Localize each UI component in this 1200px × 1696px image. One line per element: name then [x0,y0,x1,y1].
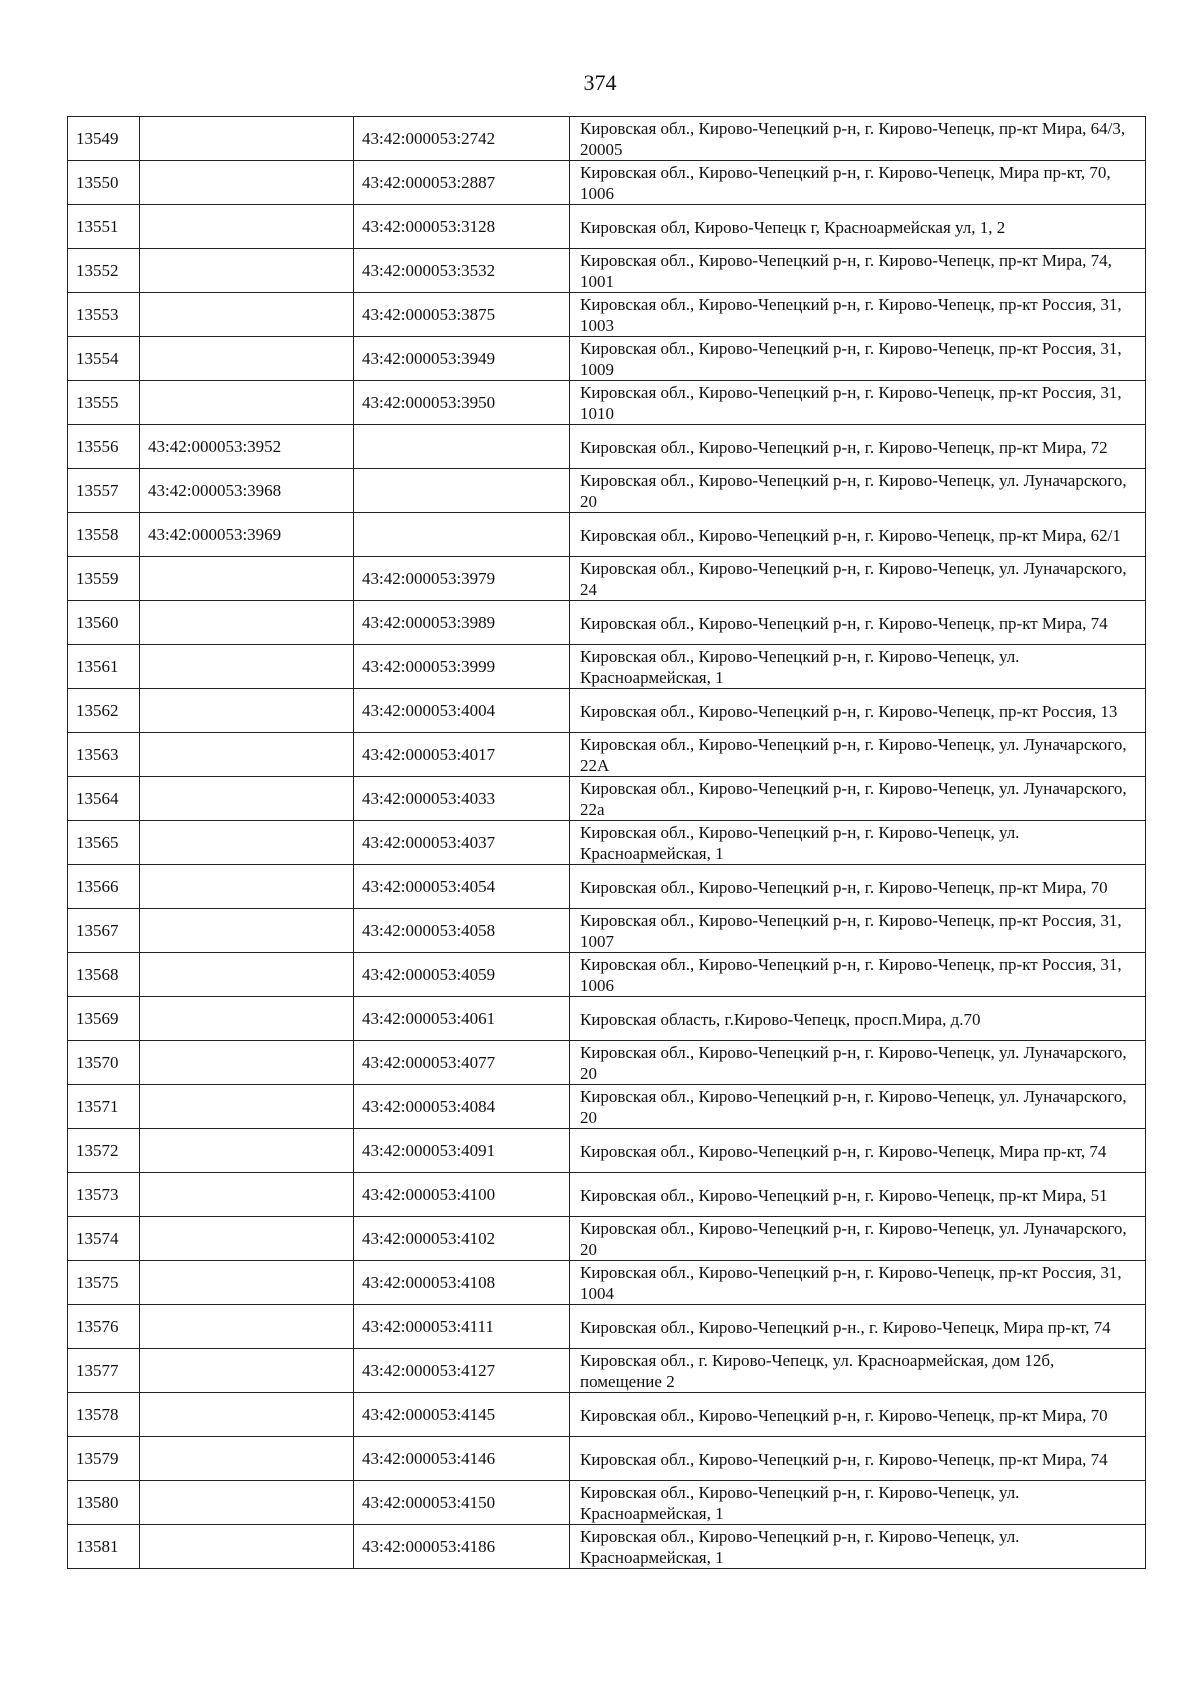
address-cell: Кировская обл., Кирово-Чепецкий р-н, г. Кирово-Чепецк, пр-кт Россия, 31, 1007 [570,909,1146,953]
row-number-cell: 13554 [68,337,140,381]
table-row [68,909,1146,953]
table-row [68,337,1146,381]
cadastral-number-cell [140,1481,354,1525]
cadastral-number-cell [140,337,354,381]
table-row [68,1173,1146,1217]
table-row [68,1041,1146,1085]
address-cell: Кировская обл., Кирово-Чепецкий р-н, г. Кирово-Чепецк, ул. Луначарского, 20 [570,469,1146,513]
cadastral-number-cell: 43:42:000053:3968 [140,469,354,513]
table-row [68,645,1146,689]
row-number-cell: 13577 [68,1349,140,1393]
cadastral-number-cell [140,205,354,249]
row-number-cell: 13574 [68,1217,140,1261]
address-cell: Кировская обл., Кирово-Чепецкий р-н, г. Кирово-Чепецк, пр-кт Мира, 51 [570,1173,1146,1217]
cadastral-number-cell: 43:42:000053:4091 [354,1129,570,1173]
address-cell: Кировская обл., Кирово-Чепецкий р-н, г. Кирово-Чепецк, пр-кт Россия, 31, 1009 [570,337,1146,381]
row-number-cell: 13550 [68,161,140,205]
cadastral-number-cell: 43:42:000053:3128 [354,205,570,249]
address-cell: Кировская обл., Кирово-Чепецкий р-н, г. Кирово-Чепецк, пр-кт Россия, 31, 1010 [570,381,1146,425]
address-cell: Кировская обл, Кирово-Чепецк г, Красноармейская ул, 1, 2 [570,205,1146,249]
table-row [68,469,1146,513]
cadastral-number-cell: 43:42:000053:4054 [354,865,570,909]
table-row [68,733,1146,777]
cadastral-number-cell: 43:42:000053:3875 [354,293,570,337]
cadastral-number-cell: 43:42:000053:4033 [354,777,570,821]
cadastral-number-cell: 43:42:000053:4111 [354,1305,570,1349]
cadastral-number-cell: 43:42:000053:3949 [354,337,570,381]
table-row [68,1305,1146,1349]
table-row [68,1437,1146,1481]
address-cell: Кировская обл., Кирово-Чепецкий р-н, г. Кирово-Чепецк, пр-кт Мира, 70 [570,865,1146,909]
registry-table-body [68,117,1146,1569]
table-row [68,601,1146,645]
table-row [68,689,1146,733]
cadastral-number-cell [140,293,354,337]
cadastral-number-cell: 43:42:000053:4004 [354,689,570,733]
row-number-cell: 13570 [68,1041,140,1085]
table-row [68,381,1146,425]
table-row [68,161,1146,205]
cadastral-number-cell [140,161,354,205]
cadastral-number-cell: 43:42:000053:4077 [354,1041,570,1085]
row-number-cell: 13560 [68,601,140,645]
table-row [68,997,1146,1041]
address-cell: Кировская обл., Кирово-Чепецкий р-н, г. Кирово-Чепецк, ул. Луначарского, 24 [570,557,1146,601]
address-cell: Кировская обл., Кирово-Чепецкий р-н, г. Кирово-Чепецк, пр-кт Мира, 70 [570,1393,1146,1437]
cadastral-number-cell: 43:42:000053:2742 [354,117,570,161]
cadastral-number-cell [354,469,570,513]
cadastral-number-cell: 43:42:000053:3952 [140,425,354,469]
address-cell: Кировская обл., Кирово-Чепецкий р-н, г. Кирово-Чепецк, пр-кт Россия, 31, 1004 [570,1261,1146,1305]
cadastral-number-cell: 43:42:000053:4059 [354,953,570,997]
address-cell: Кировская обл., Кирово-Чепецкий р-н, г. Кирово-Чепецк, ул. Луначарского, 20 [570,1041,1146,1085]
row-number-cell: 13580 [68,1481,140,1525]
address-cell: Кировская обл., Кирово-Чепецкий р-н, г. Кирово-Чепецк, ул. Луначарского, 20 [570,1217,1146,1261]
row-number-cell: 13569 [68,997,140,1041]
row-number-cell: 13566 [68,865,140,909]
table-row [68,425,1146,469]
cadastral-number-cell [140,117,354,161]
cadastral-number-cell: 43:42:000053:4017 [354,733,570,777]
table-row [68,293,1146,337]
row-number-cell: 13575 [68,1261,140,1305]
cadastral-number-cell [140,381,354,425]
row-number-cell: 13557 [68,469,140,513]
cadastral-number-cell [140,1437,354,1481]
row-number-cell: 13572 [68,1129,140,1173]
address-cell: Кировская область, г.Кирово-Чепецк, просп.Мира, д.70 [570,997,1146,1041]
cadastral-number-cell: 43:42:000053:3979 [354,557,570,601]
row-number-cell: 13571 [68,1085,140,1129]
cadastral-number-cell: 43:42:000053:4146 [354,1437,570,1481]
cadastral-number-cell [140,953,354,997]
row-number-cell: 13551 [68,205,140,249]
cadastral-number-cell: 43:42:000053:2887 [354,161,570,205]
table-row [68,513,1146,557]
cadastral-number-cell: 43:42:000053:4127 [354,1349,570,1393]
cadastral-number-cell [140,997,354,1041]
address-cell: Кировская обл., Кирово-Чепецкий р-н, г. Кирово-Чепецк, ул. Луначарского, 22А [570,733,1146,777]
address-cell: Кировская обл., Кирово-Чепецкий р-н, г. Кирово-Чепецк, пр-кт Мира, 62/1 [570,513,1146,557]
cadastral-number-cell: 43:42:000053:4102 [354,1217,570,1261]
cadastral-number-cell: 43:42:000053:4150 [354,1481,570,1525]
row-number-cell: 13549 [68,117,140,161]
row-number-cell: 13563 [68,733,140,777]
cadastral-number-cell [140,821,354,865]
table-row [68,953,1146,997]
cadastral-number-cell [140,249,354,293]
table-row [68,1525,1146,1569]
cadastral-number-cell: 43:42:000053:3532 [354,249,570,293]
row-number-cell: 13561 [68,645,140,689]
cadastral-number-cell [140,1525,354,1569]
cadastral-number-cell: 43:42:000053:3969 [140,513,354,557]
cadastral-number-cell: 43:42:000053:3950 [354,381,570,425]
row-number-cell: 13555 [68,381,140,425]
cadastral-number-cell [140,1129,354,1173]
table-row [68,865,1146,909]
cadastral-number-cell [140,1349,354,1393]
row-number-cell: 13558 [68,513,140,557]
table-row [68,1217,1146,1261]
cadastral-number-cell [140,689,354,733]
cadastral-number-cell [140,909,354,953]
address-cell: Кировская обл., Кирово-Чепецкий р-н, г. Кирово-Чепецк, ул. Луначарского, 22а [570,777,1146,821]
table-row [68,777,1146,821]
address-cell: Кировская обл., Кирово-Чепецкий р-н, г. Кирово-Чепецк, пр-кт Мира, 74 [570,601,1146,645]
table-row [68,117,1146,161]
cadastral-number-cell [140,645,354,689]
table-row [68,821,1146,865]
cadastral-number-cell [140,865,354,909]
cadastral-number-cell [140,1393,354,1437]
cadastral-number-cell: 43:42:000053:4186 [354,1525,570,1569]
row-number-cell: 13581 [68,1525,140,1569]
address-cell: Кировская обл., Кирово-Чепецкий р-н, г. Кирово-Чепецк, ул. Красноармейская, 1 [570,645,1146,689]
cadastral-number-cell [140,557,354,601]
cadastral-number-cell [140,777,354,821]
cadastral-number-cell: 43:42:000053:3989 [354,601,570,645]
row-number-cell: 13565 [68,821,140,865]
row-number-cell: 13553 [68,293,140,337]
address-cell: Кировская обл., Кирово-Чепецкий р-н, г. Кирово-Чепецк, пр-кт Россия, 31, 1003 [570,293,1146,337]
cadastral-number-cell [140,1305,354,1349]
cadastral-number-cell [354,513,570,557]
table-row [68,249,1146,293]
cadastral-number-cell [140,1217,354,1261]
cadastral-number-cell [354,425,570,469]
address-cell: Кировская обл., Кирово-Чепецкий р-н, г. Кирово-Чепецк, пр-кт Россия, 13 [570,689,1146,733]
address-cell: Кировская обл., Кирово-Чепецкий р-н, г. Кирово-Чепецк, пр-кт Мира, 64/3, 20005 [570,117,1146,161]
row-number-cell: 13564 [68,777,140,821]
address-cell: Кировская обл., Кирово-Чепецкий р-н., г. Кирово-Чепецк, Мира пр-кт, 74 [570,1305,1146,1349]
table-row [68,1393,1146,1437]
table-row [68,205,1146,249]
cadastral-number-cell: 43:42:000053:4084 [354,1085,570,1129]
cadastral-number-cell [140,1041,354,1085]
address-cell: Кировская обл., Кирово-Чепецкий р-н, г. Кирово-Чепецк, Мира пр-кт, 74 [570,1129,1146,1173]
cadastral-number-cell: 43:42:000053:4037 [354,821,570,865]
cadastral-number-cell [140,733,354,777]
cadastral-number-cell [140,1085,354,1129]
cadastral-number-cell: 43:42:000053:4058 [354,909,570,953]
cadastral-number-cell [140,1261,354,1305]
cadastral-number-cell: 43:42:000053:4061 [354,997,570,1041]
row-number-cell: 13573 [68,1173,140,1217]
row-number-cell: 13579 [68,1437,140,1481]
row-number-cell: 13559 [68,557,140,601]
page-number: 374 [583,70,617,95]
row-number-cell: 13578 [68,1393,140,1437]
cadastral-number-cell [140,601,354,645]
row-number-cell: 13556 [68,425,140,469]
address-cell: Кировская обл., Кирово-Чепецкий р-н, г. Кирово-Чепецк, пр-кт Россия, 31, 1006 [570,953,1146,997]
address-cell: Кировская обл., Кирово-Чепецкий р-н, г. Кирово-Чепецк, ул. Луначарского, 20 [570,1085,1146,1129]
table-row [68,1481,1146,1525]
row-number-cell: 13562 [68,689,140,733]
table-row [68,1129,1146,1173]
address-cell: Кировская обл., Кирово-Чепецкий р-н, г. Кирово-Чепецк, ул. Красноармейская, 1 [570,821,1146,865]
table-row [68,1349,1146,1393]
address-cell: Кировская обл., Кирово-Чепецкий р-н, г. Кирово-Чепецк, Мира пр-кт, 70, 1006 [570,161,1146,205]
cadastral-number-cell: 43:42:000053:4108 [354,1261,570,1305]
address-cell: Кировская обл., Кирово-Чепецкий р-н, г. Кирово-Чепецк, пр-кт Мира, 74 [570,1437,1146,1481]
table-row [68,1261,1146,1305]
cadastral-number-cell [140,1173,354,1217]
registry-table [67,116,1146,1569]
table-row [68,1085,1146,1129]
cadastral-number-cell: 43:42:000053:4100 [354,1173,570,1217]
address-cell: Кировская обл., г. Кирово-Чепецк, ул. Красноармейская, дом 12б, помещение 2 [570,1349,1146,1393]
table-row [68,557,1146,601]
row-number-cell: 13568 [68,953,140,997]
row-number-cell: 13567 [68,909,140,953]
cadastral-number-cell: 43:42:000053:4145 [354,1393,570,1437]
address-cell: Кировская обл., Кирово-Чепецкий р-н, г. Кирово-Чепецк, пр-кт Мира, 74, 1001 [570,249,1146,293]
cadastral-number-cell: 43:42:000053:3999 [354,645,570,689]
row-number-cell: 13576 [68,1305,140,1349]
row-number-cell: 13552 [68,249,140,293]
address-cell: Кировская обл., Кирово-Чепецкий р-н, г. Кирово-Чепецк, ул. Красноармейская, 1 [570,1525,1146,1569]
address-cell: Кировская обл., Кирово-Чепецкий р-н, г. Кирово-Чепецк, пр-кт Мира, 72 [570,425,1146,469]
address-cell: Кировская обл., Кирово-Чепецкий р-н, г. Кирово-Чепецк, ул. Красноармейская, 1 [570,1481,1146,1525]
